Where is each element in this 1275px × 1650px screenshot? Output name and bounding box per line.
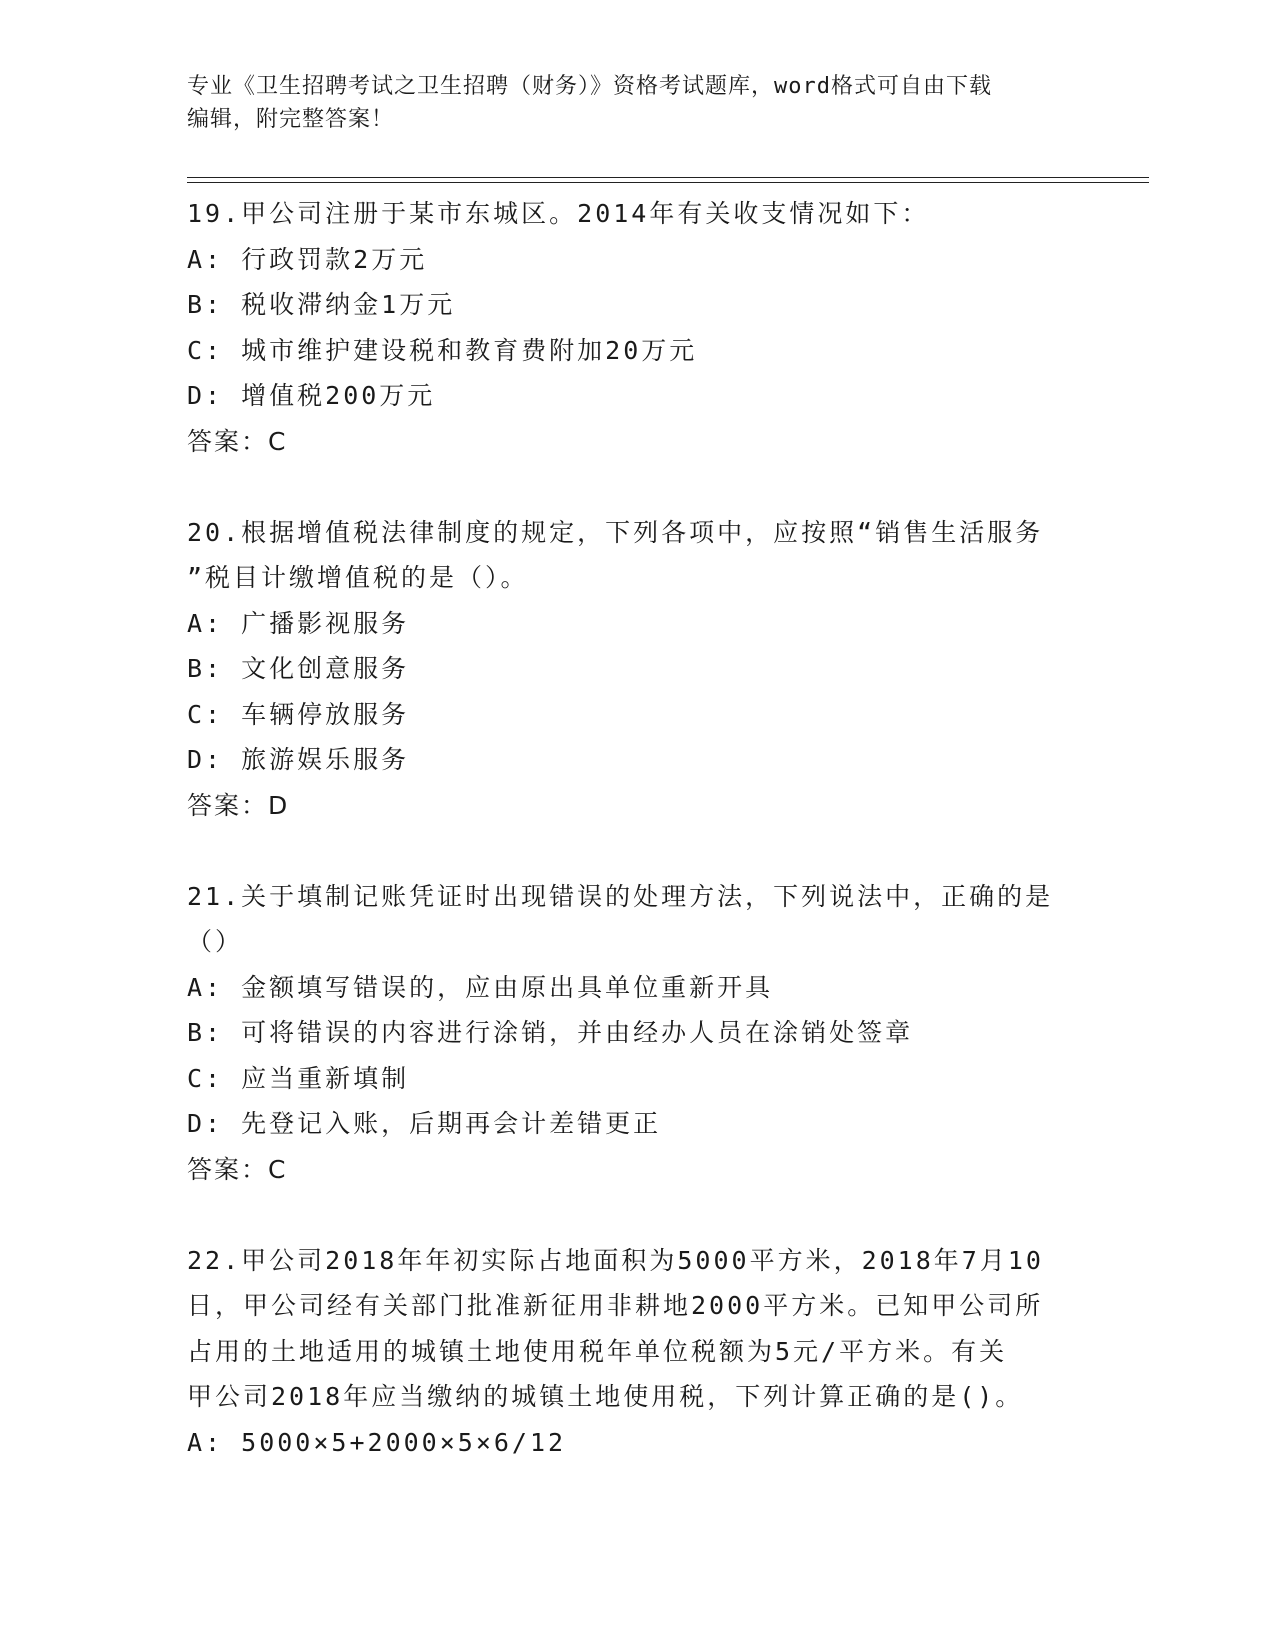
question-stem: 19.甲公司注册于某市东城区。2014年有关收支情况如下： — [187, 199, 930, 228]
question-stem: 占用的土地适用的城镇土地使用税年单位税额为5元/平方米。有关 — [187, 1336, 1008, 1366]
spacer — [187, 1192, 1087, 1238]
option-d: D: 增值税200万元 — [187, 381, 436, 410]
answer: 答案：C — [187, 1154, 288, 1184]
question-stem: （） — [187, 927, 244, 956]
option-c: C: 城市维护建设税和教育费附加20万元 — [187, 335, 698, 365]
option-c: C: 应当重新填制 — [187, 1063, 410, 1093]
option-b: B: 税收滞纳金1万元 — [187, 290, 456, 319]
option-b: B: 文化创意服务 — [187, 654, 410, 683]
option-b: B: 可将错误的内容进行涂销，并由经办人员在涂销处签章 — [187, 1018, 914, 1047]
option-d: D: 先登记入账，后期再会计差错更正 — [187, 1109, 662, 1138]
option-a: A: 金额填写错误的，应由原出具单位重新开具 — [187, 972, 774, 1002]
spacer — [187, 828, 1087, 874]
question-stem: 22.甲公司2018年年初实际占地面积为5000平方米，2018年7月10 — [187, 1245, 1044, 1275]
spacer — [187, 464, 1087, 510]
question-stem: 20.根据增值税法律制度的规定，下列各项中，应按照“销售生活服务 — [187, 517, 1044, 547]
question-22 — [187, 1238, 1087, 1466]
question-19 — [187, 191, 1087, 464]
question-20 — [187, 510, 1087, 829]
question-21 — [187, 874, 1087, 1193]
question-stem: 21.关于填制记账凭证时出现错误的处理方法，下列说法中，正确的是 — [187, 881, 1054, 911]
header-rule-top — [187, 177, 1149, 178]
option-a: A: 5000×5+2000×5×6/12 — [187, 1427, 567, 1457]
option-a: A: 广播影视服务 — [187, 608, 410, 638]
question-stem: 甲公司2018年应当缴纳的城镇土地使用税，下列计算正确的是()。 — [187, 1382, 1024, 1411]
question-stem: ”税目计缴增值税的是（）。 — [187, 563, 529, 592]
answer: 答案：C — [187, 426, 288, 456]
header-line-1: 专业《卫生招聘考试之卫生招聘（财务）》资格考试题库，word格式可自由下载 — [187, 74, 992, 99]
option-a: A: 行政罚款2万元 — [187, 244, 428, 274]
header-line-2: 编辑，附完整答案！ — [187, 107, 395, 132]
answer: 答案：D — [187, 790, 290, 820]
question-stem: 日，甲公司经有关部门批准新征用非耕地2000平方米。已知甲公司所 — [187, 1291, 1044, 1320]
document-page — [187, 70, 1087, 136]
question-list — [187, 191, 1087, 1465]
option-c: C: 车辆停放服务 — [187, 699, 410, 729]
option-d: D: 旅游娱乐服务 — [187, 745, 410, 774]
header-rule-bottom — [187, 182, 1149, 183]
